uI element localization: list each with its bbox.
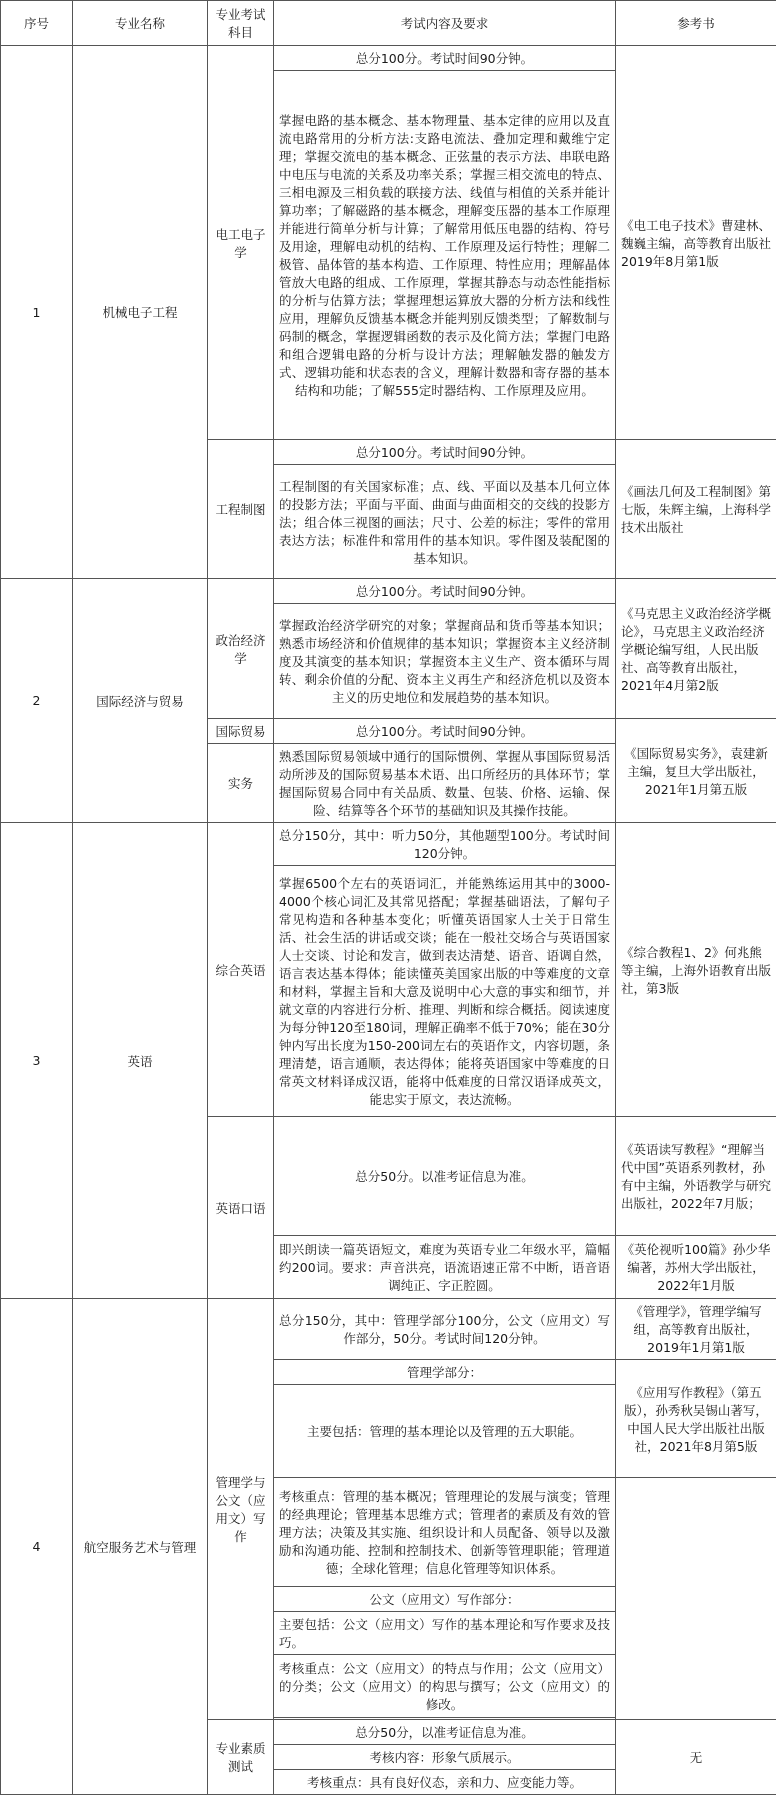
score-info: 总分50分。以准考证信息为准。 — [274, 1117, 616, 1236]
major-name: 国际经济与贸易 — [73, 579, 208, 823]
reference-book: 《应用写作教程》（第五版），孙秀秋吴锡山著写，中国人民大学出版社出版社，2021年8月第5版 — [616, 1360, 776, 1478]
row-number: 1 — [1, 46, 73, 579]
exam-content: 考核内容：形象气质展示。 — [274, 1745, 616, 1770]
reference-book: 《英语读写教程》“理解当代中国”英语系列教材，孙有中主编，外语教学与研究出版社，2022年7月版； — [616, 1117, 776, 1236]
row-number: 3 — [1, 823, 73, 1299]
reference-book: 《综合教程1、2》何兆熊等主编，上海外语教育出版社，第3版 — [616, 823, 776, 1117]
exam-content: 工程制图的有关国家标准；点、线、平面以及基本几何立体的投影方法；平面与平面、曲面与曲面相交的交线的投影方法；组合体三视图的画法；尺寸、公差的标注；零件的常用表达方法；标准件和常用件的基本知识。零件图及装配图的基本知识。 — [274, 465, 616, 579]
exam-content: 主要包括：管理的基本理论以及管理的五大职能。 — [274, 1385, 616, 1478]
table-row — [1, 46, 776, 71]
exam-content: 考核重点：管理的基本概况；管理理论的发展与演变；管理的经典理论；管理基本思维方式；管理者的素质及有效的管理方法；决策及其实施、组织设计和人员配备、领导以及激励和沟通功能、控制和控制技术、创新等管理职能；管理道德；全球化管理；信息化管理等知识体系。 — [274, 1478, 616, 1587]
header-content: 考试内容及要求 — [274, 1, 616, 46]
subject-name: 英语口语 — [208, 1117, 274, 1299]
score-info: 总分100分。考试时间90分钟。 — [274, 579, 616, 604]
subject-name: 管理学与公文（应用文）写作 — [208, 1299, 274, 1720]
section-title: 管理学部分： — [274, 1360, 616, 1385]
exam-content: 考核重点：公文（应用文）的特点与作用；公文（应用文）的分类；公文（应用文）的构思与撰写；公文（应用文）的修改。 — [274, 1655, 616, 1718]
subject-name: 国际贸易 — [208, 719, 274, 744]
header-books: 参考书 — [616, 1, 776, 46]
exam-content: 主要包括：公文（应用文）写作的基本理论和写作要求及技巧。 — [274, 1612, 616, 1655]
section-title: 公文（应用文）写作部分： — [274, 1587, 616, 1612]
reference-book-empty — [616, 1478, 776, 1720]
score-info: 总分100分。考试时间90分钟。 — [274, 719, 616, 744]
major-name: 航空服务艺术与管理 — [73, 1299, 208, 1795]
reference-book: 《英伦视听100篇》孙少华编著，苏州大学出版社，2022年1月版 — [616, 1236, 776, 1299]
reference-book: 无 — [616, 1720, 776, 1795]
table-row — [1, 579, 776, 604]
subject-name: 专业素质测试 — [208, 1720, 274, 1795]
table-row — [1, 823, 776, 866]
exam-content: 掌握6500个左右的英语词汇，并能熟练运用其中的3000-4000个核心词汇及其常见搭配；掌握基础语法，了解句子常见构造和各种基本变化；听懂英语国家人士关于日常生活、社会生活的讲话或交谈；能在一般社交场合与英语国家人士交谈、讨论和发言，做到表达清楚、语音、语调自然，语言表达基本得体；能读懂英美国家出版的中等难度的文章和材料，掌握主旨和大意及说明中心大意的事实和细节，并就文章的内容进行分析、推理、判断和综合概括。阅读速度为每分钟120至180词，理解正确率不低于70%；能在30分钟内写出长度为150-200词左右的英语作文，内容切题，条理清楚，语言通顺，表达得体；能将英语国家中等难度的日常英文材料译成汉语，能将中低难度的日常汉语译成英文，能忠实于原文，表达流畅。 — [274, 866, 616, 1117]
table-header-row — [1, 1, 776, 46]
header-major: 专业名称 — [73, 1, 208, 46]
row-number: 2 — [1, 579, 73, 823]
score-info: 总分100分。考试时间90分钟。 — [274, 440, 616, 465]
reference-book: 《电工电子技术》曹建林、魏巍主编，高等教育出版社2019年8月第1版 — [616, 46, 776, 440]
table-row — [1, 1299, 776, 1360]
subject-name-continued: 实务 — [208, 744, 274, 823]
major-name: 英语 — [73, 823, 208, 1299]
subject-name: 政治经济学 — [208, 579, 274, 719]
exam-content: 熟悉国际贸易领域中通行的国际惯例、掌握从事国际贸易活动所涉及的国际贸易基本术语、出口所经历的具体环节；掌握国际贸易合同中有关品质、数量、包装、价格、运输、保险、结算等各个环节的基础知识及其操作技能。 — [274, 744, 616, 823]
reference-book: 《国际贸易实务》，袁建新主编，复旦大学出版社，2021年1月第五版 — [616, 719, 776, 823]
exam-content: 考核重点：具有良好仪态，亲和力、应变能力等。 — [274, 1770, 616, 1795]
exam-content: 即兴朗读一篇英语短文，难度为英语专业二年级水平，篇幅约200词。要求：声音洪亮，语流语速正常不中断，语音语调纯正、字正腔圆。 — [274, 1236, 616, 1299]
reference-book: 《马克思主义政治经济学概论》，马克思主义政治经济学概论编写组，人民出版社、高等教育出版社，2021年4月第2版 — [616, 579, 776, 719]
score-info: 总分150分，其中：听力50分，其他题型100分。考试时间120分钟。 — [274, 823, 616, 866]
exam-content: 掌握政治经济学研究的对象；掌握商品和货币等基本知识；熟悉市场经济和价值规律的基本知识；掌握资本主义经济制度及其演变的基本知识；掌握资本主义生产、资本循环与周转、剩余价值的分配、资本主义再生产和经济危机以及资本主义的历史地位和发展趋势的基本知识。 — [274, 604, 616, 719]
score-info: 总分100分。考试时间90分钟。 — [274, 46, 616, 71]
header-subject: 专业考试科目 — [208, 1, 274, 46]
subject-name: 电工电子学 — [208, 46, 274, 440]
major-name: 机械电子工程 — [73, 46, 208, 579]
score-info: 总分50分，以准考证信息为准。 — [274, 1720, 616, 1745]
row-number: 4 — [1, 1299, 73, 1795]
subject-name: 综合英语 — [208, 823, 274, 1117]
reference-book: 《管理学》，管理学编写组，高等教育出版社，2019年1月第1版 — [616, 1299, 776, 1360]
header-no: 序号 — [1, 1, 73, 46]
subject-name: 工程制图 — [208, 440, 274, 579]
reference-book: 《画法几何及工程制图》第七版，朱辉主编，上海科学技术出版社 — [616, 440, 776, 579]
score-info: 总分150分，其中：管理学部分100分，公文（应用文）写作部分，50分。考试时间120分钟。 — [274, 1299, 616, 1360]
exam-content: 掌握电路的基本概念、基本物理量、基本定律的应用以及直流电路常用的分析方法:支路电流法、叠加定理和戴维宁定理；掌握交流电的基本概念、正弦量的表示方法、串联电路中电压与电流的关系及功率关系；掌握三相交流电的特点、三相电源及三相负载的联接方法、线值与相值的关系并能计算功率；了解磁路的基本概念，理解变压器的基本工作原理并能进行简单分析与计算；了解常用低压电器的结构、符号及用途，理解电动机的结构、工作原理及运行特性；理解二极管、晶体管的基本构造、工作原理、特性应用；理解晶体管放大电路的组成、工作原理，掌握其静态与动态性能指标的分析与估算方法；掌握理想运算放大器的分析方法和线性应用，理解负反馈基本概念并能判别反馈类型；了解数制与码制的概念，掌握逻辑函数的表示及化简方法；掌握门电路和组合逻辑电路的分析与设计方法；理解触发器的触发方式、逻辑功能和状态表的含义，理解计数器和寄存器的基本结构和功能；了解555定时器结构、工作原理及应用。 — [274, 71, 616, 440]
